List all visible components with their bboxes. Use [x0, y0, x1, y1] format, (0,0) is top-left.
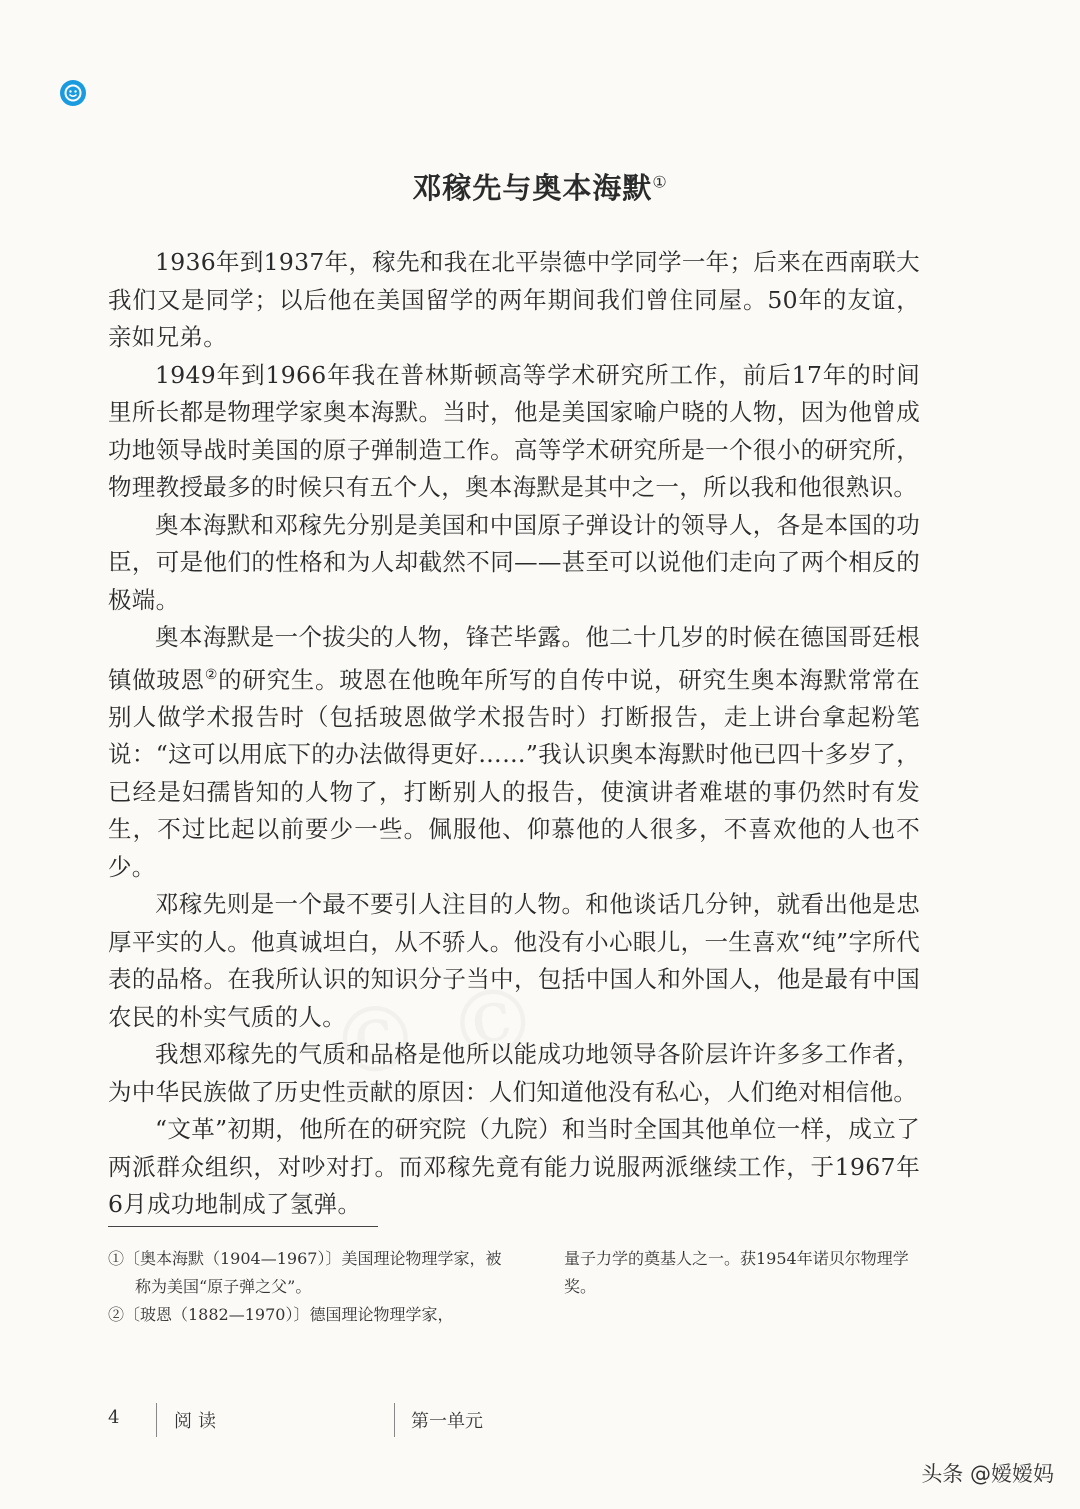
footer-unit: 第一单元 — [411, 1411, 483, 1432]
footnote-item: ②〔玻恩（1882—1970）〕德国理论物理学家， — [108, 1305, 454, 1324]
paragraph: 1949年到1966年我在普林斯顿高等学术研究所工作，前后17年的时间里所长都是物理学家奥本海默。当时，他是美国家喻户晓的人物，因为他曾成功地领导战时美国的原子弹制造工作。高等学术研究所是一个很小的研究所，物理教授最多的时候只有五个人，奥本海默是其中之一，所以我和他很熟识。 — [108, 360, 920, 501]
paragraph: 奥本海默和邓稼先分别是美国和中国原子弹设计的领导人，各是本国的功臣，可是他们的性格和为人却截然不同——甚至可以说他们走向了两个相反的极端。 — [108, 510, 920, 614]
footnote-item: ①〔奥本海默（1904—1967）〕美国理论物理学家，被称为美国“原子弹之父”。 — [108, 1249, 502, 1296]
paragraph: “文革”初期，他所在的研究院（九院）和当时全国其他单位一样，成立了两派群众组织，对吵对打。而邓稼先竟有能力说服两派继续工作，于1967年6月成功地制成了氢弹。 — [108, 1115, 920, 1219]
paragraph: 1936年到1937年，稼先和我在北平崇德中学同学一年；后来在西南联大我们又是同学；以后他在美国留学的两年期间我们曾住同屋。50年的友谊，亲如兄弟。 — [108, 248, 920, 351]
footnote-column-left — [108, 1245, 503, 1329]
footnote-marker: ② — [204, 666, 219, 683]
page-number: 4 — [108, 1407, 120, 1428]
page-footer — [108, 1403, 528, 1439]
page-title — [0, 166, 1080, 207]
paragraph: 邓稼先则是一个最不要引人注目的人物。和他谈话几分钟，就看出他是忠厚平实的人。他真诚坦白，从不骄人。他没有小心眼儿，一生喜欢“纯”字所代表的品格。在我所认识的知识分子当中，包括中国人和外国人，他是最有中国农民的朴实气质的人。 — [108, 890, 920, 1031]
footnotes — [108, 1245, 920, 1329]
paragraph-text: 的研究生。玻恩在他晚年所写的自传中说，研究生奥本海默常常在别人做学术报告时（包括玻恩做学术报告时）打断报告，走上讲台拿起粉笔说：“这可以用底下的办法做得更好……”我认识奥本海默时他已四十多岁了，已经是妇孺皆知的人物了，打断别人的报告，使演讲者难堪的事仍然时有发生，不过比起以前要少一些。佩服他、仰慕他的人很多，不喜欢他的人也不少。 — [108, 665, 921, 881]
footnote-divider — [108, 1226, 378, 1227]
paragraph: 我想邓稼先的气质和品格是他所以能成功地领导各阶层许许多多工作者，为中华民族做了历史性贡献的原因：人们知道他没有私心，人们绝对相信他。 — [108, 1040, 920, 1106]
title-text: 邓稼先与奥本海默 — [412, 171, 653, 205]
footer-section: 阅读 — [174, 1411, 222, 1432]
title-footnote-marker: ① — [652, 172, 668, 192]
footer-divider — [156, 1403, 157, 1437]
source-credit: 头条 @嫒嫒妈 — [921, 1462, 1054, 1486]
paragraph — [108, 619, 920, 886]
smiley-icon — [60, 80, 86, 106]
footer-divider — [394, 1403, 395, 1437]
paragraph-text: 奥本海默是一个拔尖的人物，锋芒毕露。他二十几岁的时候在德国哥廷根镇做玻恩 — [108, 623, 920, 694]
article-body — [108, 244, 920, 1224]
footnote-column-right: 量子力学的奠基人之一。获1954年诺贝尔物理学奖。 — [564, 1249, 909, 1296]
